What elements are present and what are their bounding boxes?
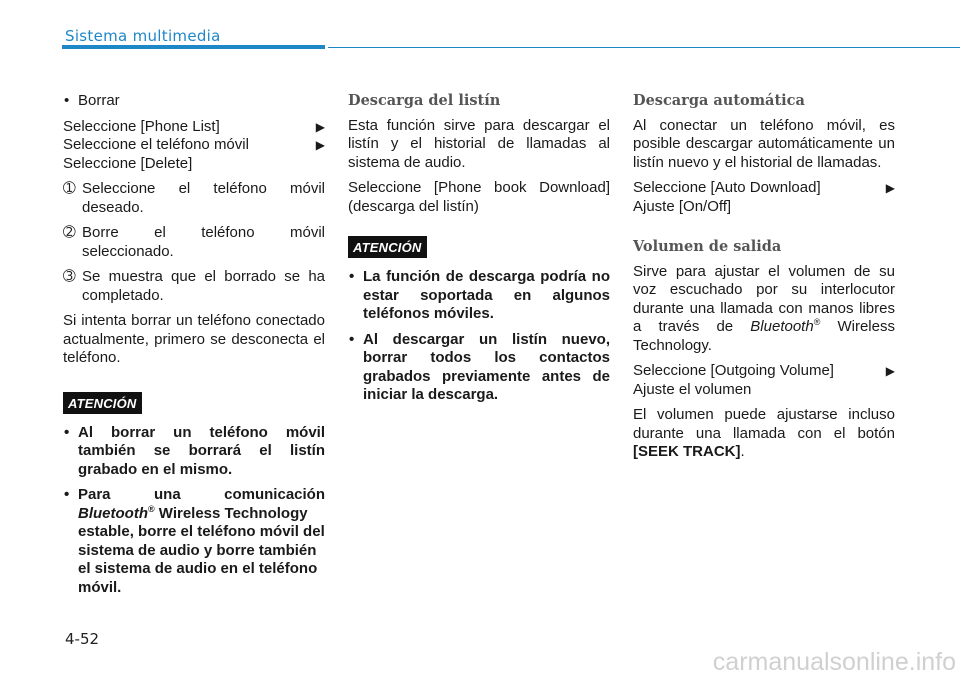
registered-mark: ® bbox=[813, 317, 821, 327]
paragraph: Esta función sirve para descargar el listín y el historial de llamadas al sistema de audio. bbox=[348, 116, 610, 171]
instruction-line bbox=[633, 362, 895, 381]
step-item bbox=[63, 268, 325, 305]
page-number: 4-52 bbox=[65, 630, 100, 648]
column-middle bbox=[348, 92, 610, 412]
paragraph-text: . bbox=[740, 443, 745, 460]
instruction-text: Seleccione [Auto Download] bbox=[633, 179, 821, 196]
instruction-text: Seleccione [Phone List] bbox=[63, 117, 220, 135]
step-number: ➀ bbox=[63, 180, 76, 197]
paragraph: Al conectar un teléfono móvil, es posible descargar automáticamente un listín nuevo y el historial de llamadas. bbox=[633, 116, 895, 171]
bluetooth-brand: Bluetooth bbox=[78, 504, 148, 522]
attention-badge: ATENCIÓN bbox=[63, 392, 142, 414]
seek-track-label: [SEEK TRACK] bbox=[633, 443, 741, 460]
step-number: ➁ bbox=[63, 224, 76, 241]
warning-item: • Al borrar un teléfono móvil también se borrará el listín grabado en el mismo. bbox=[63, 424, 325, 480]
watermark: carmanualsonline.info bbox=[712, 648, 956, 676]
paragraph bbox=[633, 263, 895, 356]
instruction-line bbox=[63, 136, 325, 155]
instruction-line bbox=[63, 118, 325, 137]
bluetooth-brand: Bluetooth bbox=[750, 318, 814, 335]
instruction-line bbox=[633, 179, 895, 198]
header-rule-thin bbox=[328, 47, 960, 48]
instruction-text: Ajuste [On/Off] bbox=[633, 197, 732, 215]
paragraph: Seleccione [Phone book Download] (descarga del listín) bbox=[348, 179, 610, 215]
warning-item: • Al descargar un listín nuevo, borrar todos los contactos grabados previamente antes de iniciar la descarga. bbox=[348, 331, 610, 405]
note-text: Si intenta borrar un teléfono conectado actualmente, primero se desconecta el teléfono. bbox=[63, 312, 325, 366]
step-item bbox=[63, 224, 325, 261]
bullet-borrar: • Borrar bbox=[63, 92, 325, 111]
paragraph-text: El volumen puede ajustarse incluso durante una llamada con el botón bbox=[633, 406, 895, 442]
paragraph-text: Wireless Technology. bbox=[633, 318, 895, 354]
paragraph-text: Sirve para ajustar el volumen de su voz escuchado por su interlocutor durante una llamada con manos libres a través de bbox=[633, 262, 895, 335]
warning-item bbox=[63, 486, 325, 597]
header-rule-thick bbox=[62, 45, 325, 49]
step-item bbox=[63, 180, 325, 217]
heading-auto-download: Descarga automática bbox=[633, 92, 805, 109]
warning-text: Wireless Technology estable, borre el teléfono móvil del sistema de audio y borre también el sistema de audio en el teléfono móvil. bbox=[78, 504, 325, 596]
triangle-right-icon: ▶ bbox=[885, 181, 895, 196]
instruction-text: Seleccione el teléfono móvil bbox=[63, 136, 249, 153]
paragraph bbox=[633, 406, 895, 462]
warning-text: • Para una comunicación bbox=[78, 486, 325, 503]
triangle-right-icon: ▶ bbox=[315, 138, 325, 153]
instruction-text: Seleccione [Outgoing Volume] bbox=[633, 362, 834, 379]
section-title: Sistema multimedia bbox=[65, 27, 221, 45]
attention-badge: ATENCIÓN bbox=[348, 236, 427, 258]
column-left bbox=[63, 92, 325, 604]
heading-phonebook-download: Descarga del listín bbox=[348, 92, 501, 109]
step-text: Se muestra que el borrado se ha completado. bbox=[82, 268, 325, 304]
step-text: Seleccione el teléfono móvil deseado. bbox=[82, 180, 325, 216]
heading-output-volume: Volumen de salida bbox=[633, 238, 782, 255]
registered-mark: ® bbox=[147, 503, 155, 514]
column-right bbox=[633, 92, 895, 469]
step-text: Borre el teléfono móvil seleccionado. bbox=[82, 224, 325, 260]
warning-item: • La función de descarga podría no estar soportada en algunos teléfonos móviles. bbox=[348, 268, 610, 324]
triangle-right-icon: ▶ bbox=[885, 364, 895, 379]
instruction-text: Ajuste el volumen bbox=[633, 380, 752, 398]
triangle-right-icon: ▶ bbox=[315, 119, 325, 134]
instruction-text: Seleccione [Delete] bbox=[63, 154, 193, 172]
step-number: ➂ bbox=[63, 268, 76, 285]
